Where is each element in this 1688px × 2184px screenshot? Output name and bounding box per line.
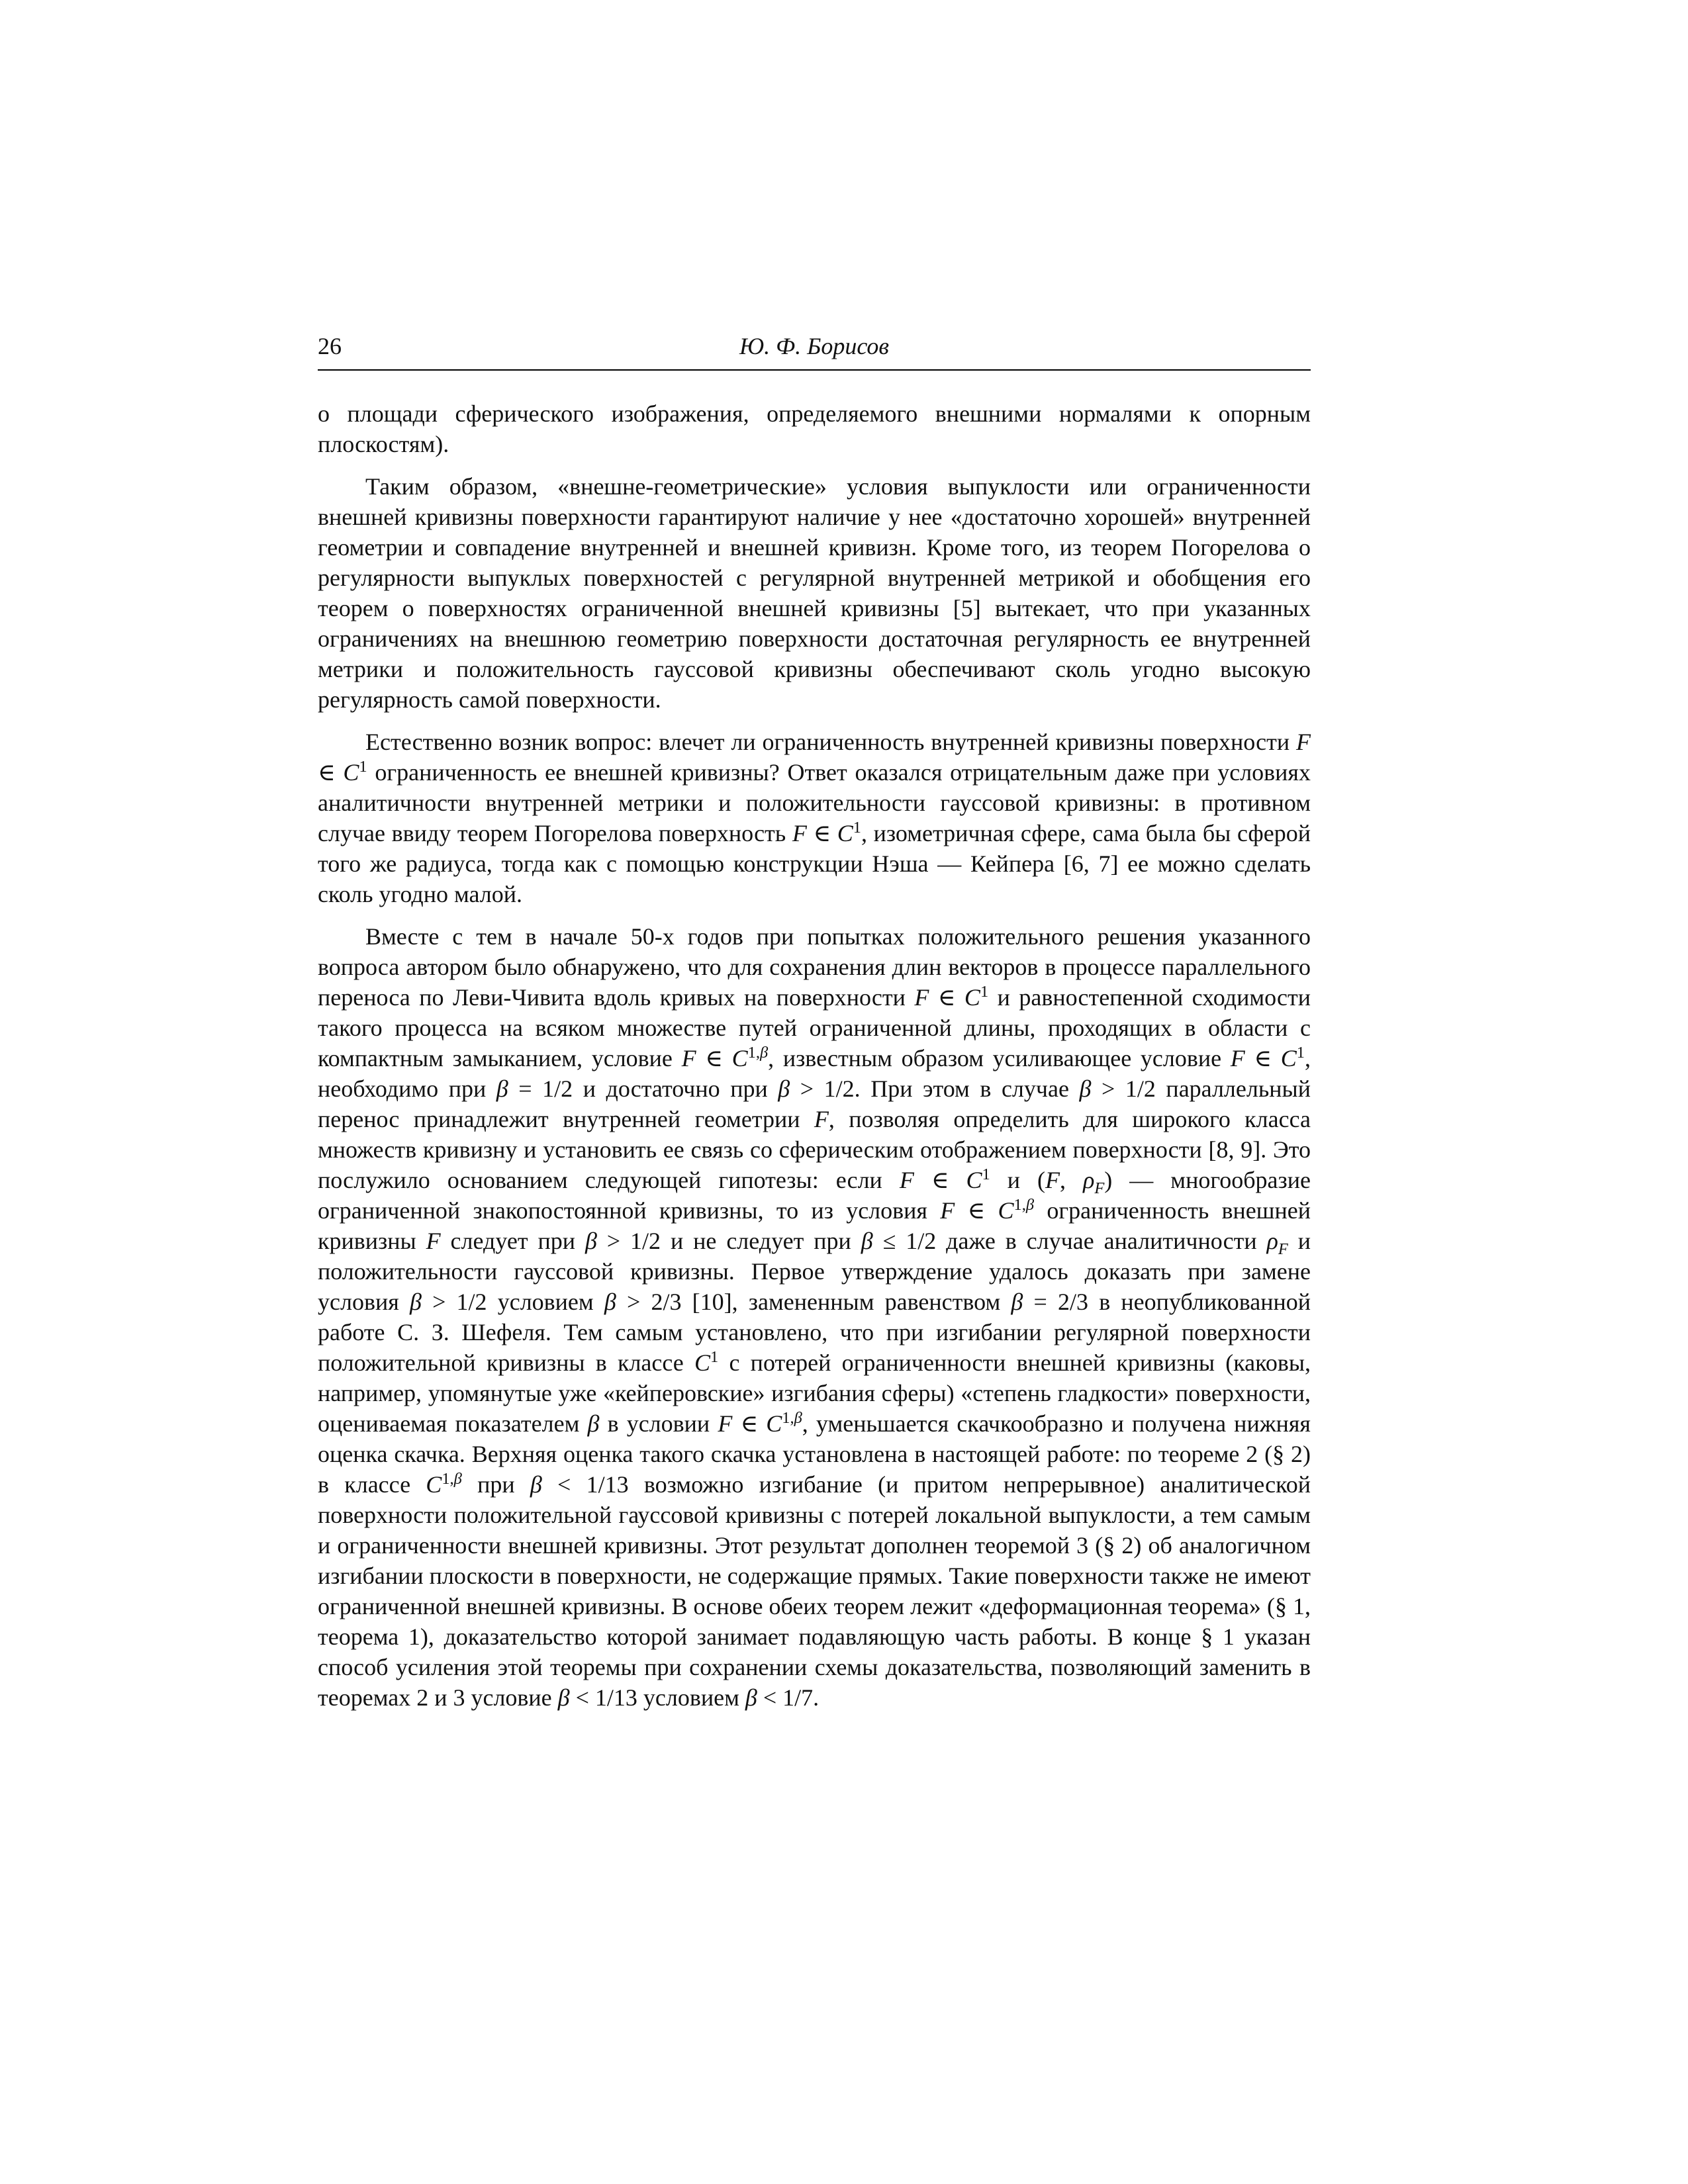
page-content (318, 331, 1311, 1713)
paragraph: Таким образом, «внешне-геометрические» условия выпуклости или ограниченности внешней кривизны поверхности гарантируют наличие у нее «достаточно хорошей» внутренней геометрии и совпадение внутренней и внешней кривизн. Кроме того, из теорем Погорелова о регулярности выпуклых поверхностей с регулярной внутренней метрикой и обобщения его теорем о поверхностях ограниченной внешней кривизны [5] вытекает, что при указанных ограничениях на внешнюю геометрию поверхности достаточная регулярность ее внутренней метрики и положительность гауссовой кривизны обеспечивают сколь угодно высокую регулярность самой поверхности. (318, 473, 1311, 713)
paragraph: о площади сферического изображения, определяемого внешними нормалями к опорным плоскостям). (318, 400, 1311, 457)
header-rule (318, 369, 1311, 371)
article-body (318, 398, 1311, 1713)
paragraph: Вместе с тем в начале 50-х годов при попытках положительного решения указанного вопроса автором было обнаружено, что для сохранения длин векторов в процессе параллельного переноса по Леви-Чивита вдоль кривых на поверхности F ∈ $C^1$ и равностепенной сходимости такого процесса на всяком множестве путей ограниченной длины, проходящих в области с компактным замыканием, условие F ∈ $C^{1,\beta}$, известным образом усиливающее условие F ∈ $C^1$, необходимо при β = 1/2 и достаточно при β > 1/2. При этом в случае β > 1/2 параллельный перенос принадлежит внутренней геометрии F, позволяя определить для широкого класса множеств кривизну и установить ее связь со сферическим отображением поверхности [8, 9]. Это послужило основанием следующей гипотезы: если F ∈ $C^1$ и (F, $\rho_F$) — многообразие ограниченной знакопостоянной кривизны, то из условия F ∈ $C^{1,\beta}$ ограниченность внешней кривизны F следует при β > 1/2 и не следует при β ≤ 1/2 даже в случае аналитичности $\rho_F$ и положительности гауссовой кривизны. Первое утверждение удалось доказать при замене условия β > 1/2 условием β > 2/3 [10], замененным равенством β = 2/3 в неопубликованной работе С. З. Шефеля. Тем самым установлено, что при изгибании регулярной поверхности положительной кривизны в классе $C^1$ с потерей ограниченности внешней кривизны (каковы, например, упомянутые уже «кейперовские» изгибания сферы) «степень гладкости» поверхности, оцениваемая показателем β в условии F ∈ $C^{1,\beta}$, уменьшается скачкообразно и получена нижняя оценка скачка. Верхняя оценка такого скачка установлена в настоящей работе: по теореме 2 (§ 2) в классе $C^{1,\beta}$ при β < 1/13 возможно изгибание (и притом непрерывное) аналитической поверхности положительной гауссовой кривизны с потерей локальной выпуклости, а тем самым и ограниченности внешней кривизны. Этот результат дополнен теоремой 3 (§ 2) об аналогичном изгибании плоскости в поверхности, не содержащие прямых. Такие поверхности также не имеют ограниченной внешней кривизны. В основе обеих теорем лежит «деформационная теорема» (§ 1, теорема 1), доказательство которой занимает подавляющую часть работы. В конце § 1 указан способ усиления этой теоремы при сохранении схемы доказательства, позволяющий заменить в теоремах 2 и 3 условие β < 1/13 условием β < 1/7. (318, 923, 1311, 1711)
paragraph: Естественно возник вопрос: влечет ли ограниченность внутренней кривизны поверхности F ∈ $C^1$ ограниченность ее внешней кривизны? Ответ оказался отрицательным даже при условиях аналитичности внутренней метрики и положительности гауссовой кривизны: в противном случае ввиду теорем Погорелова поверхность F ∈ $C^1$, изометричная сфере, сама была бы сферой того же радиуса, тогда как с помощью конструкции Нэша — Кейпера [6, 7] ее можно сделать сколь угодно малой. (318, 729, 1311, 907)
page-number: 26 (318, 333, 342, 359)
running-head (318, 331, 1311, 364)
running-title: Ю. Ф. Борисов (739, 333, 890, 359)
